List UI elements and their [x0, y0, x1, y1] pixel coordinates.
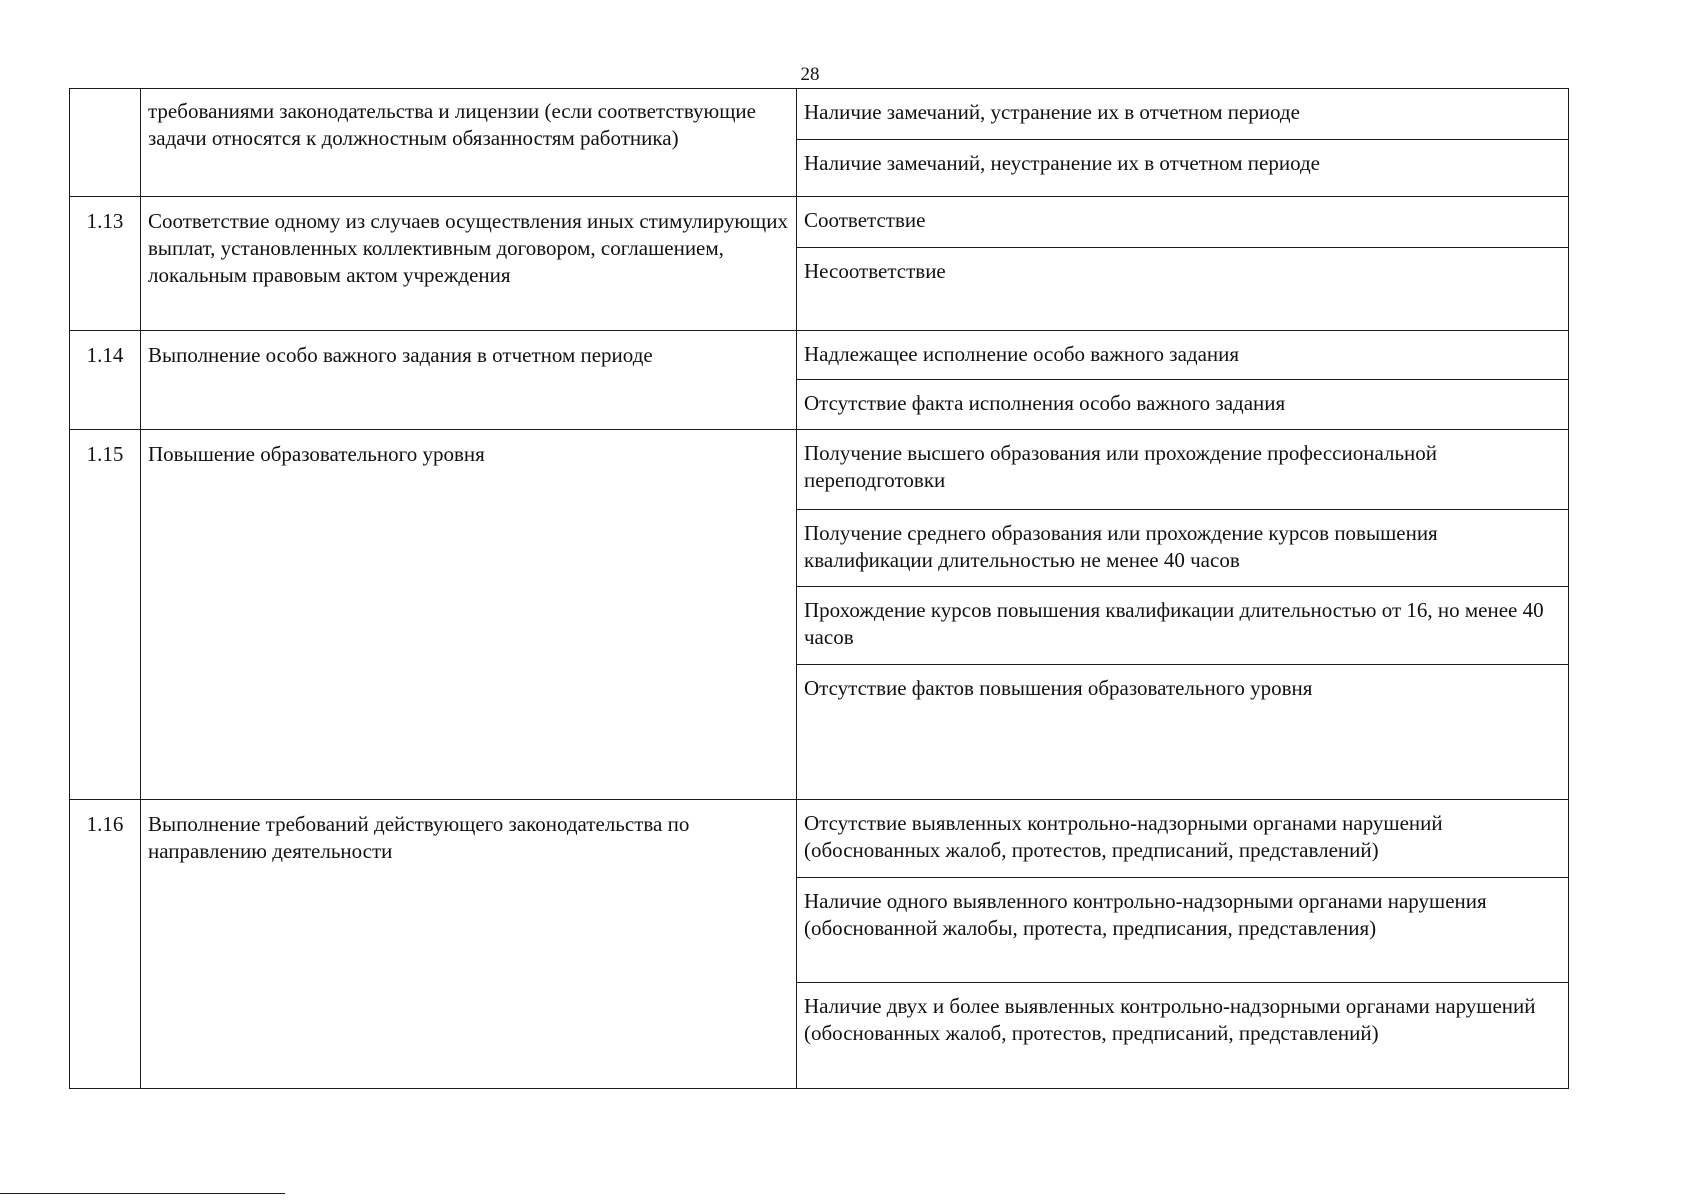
criterion-text: Выполнение требований действующего законодательства по направлению деятельности: [148, 812, 690, 863]
row-number: 1.16: [86, 812, 124, 836]
criterion-cell: [141, 430, 797, 800]
row-number-cell: [70, 430, 141, 800]
criterion-cell: [141, 89, 797, 197]
row-number-cell: [70, 331, 141, 430]
table-row: [70, 800, 1569, 1089]
evaluation-option: Прохождение курсов повышения квалификации длительностью от 16, но менее 40 часов: [797, 587, 1568, 665]
evaluation-option: Получение высшего образования или прохождение профессиональной переподготовки: [797, 430, 1568, 510]
criterion-cell: [141, 197, 797, 331]
page-number: 28: [800, 64, 820, 85]
criterion-cell: [141, 331, 797, 430]
criterion-text: требованиями законодательства и лицензии (если соответствующие задачи относятся к должностным обязанностям работника): [148, 99, 756, 150]
table-row: [70, 89, 1569, 197]
evaluation-option: Наличие замечаний, устранение их в отчетном периоде: [797, 89, 1568, 140]
row-number-cell: [70, 800, 141, 1089]
evaluation-cell: [797, 197, 1569, 331]
row-number-cell: [70, 197, 141, 331]
evaluation-option: Наличие двух и более выявленных контрольно-надзорными органами нарушений (обоснованных жалоб, протестов, предписаний, представлений): [804, 994, 1536, 1045]
criterion-cell: [141, 800, 797, 1089]
criterion-text: Повышение образовательного уровня: [148, 442, 485, 466]
table-row: [70, 331, 1569, 430]
evaluation-option: Получение среднего образования или прохождение курсов повышения квалификации длительностью не менее 40 часов: [797, 510, 1568, 587]
evaluation-option: Надлежащее исполнение особо важного задания: [797, 331, 1568, 380]
evaluation-option: Отсутствие факта исполнения особо важного задания: [804, 391, 1286, 415]
row-number: 1.13: [86, 209, 124, 233]
evaluation-option: Отсутствие фактов повышения образовательного уровня: [804, 676, 1313, 700]
evaluation-cell: [797, 430, 1569, 800]
evaluation-cell: [797, 331, 1569, 430]
row-number: 1.14: [86, 343, 124, 367]
evaluation-cell: [797, 800, 1569, 1089]
evaluation-option: Отсутствие выявленных контрольно-надзорными органами нарушений (обоснованных жалоб, протестов, предписаний, представлений): [797, 800, 1568, 878]
criterion-text: Соответствие одному из случаев осуществления иных стимулирующих выплат, установленных коллективным договором, соглашением, локальным правовым актом учреждения: [148, 209, 788, 287]
evaluation-option: Соответствие: [797, 197, 1568, 248]
evaluation-option: Наличие замечаний, неустранение их в отчетном периоде: [804, 151, 1320, 175]
criterion-text: Выполнение особо важного задания в отчетном периоде: [148, 343, 653, 367]
row-number: 1.15: [86, 442, 124, 466]
evaluation-option: Несоответствие: [804, 259, 946, 283]
row-number-cell: [70, 89, 141, 197]
table-row: [70, 197, 1569, 331]
footnote-rule: [0, 1193, 285, 1194]
table-row: [70, 430, 1569, 800]
evaluation-cell: [797, 89, 1569, 197]
evaluation-option: Наличие одного выявленного контрольно-надзорными органами нарушения (обоснованной жалобы, протеста, предписания, представления): [797, 878, 1568, 983]
criteria-table: [69, 88, 1569, 1089]
